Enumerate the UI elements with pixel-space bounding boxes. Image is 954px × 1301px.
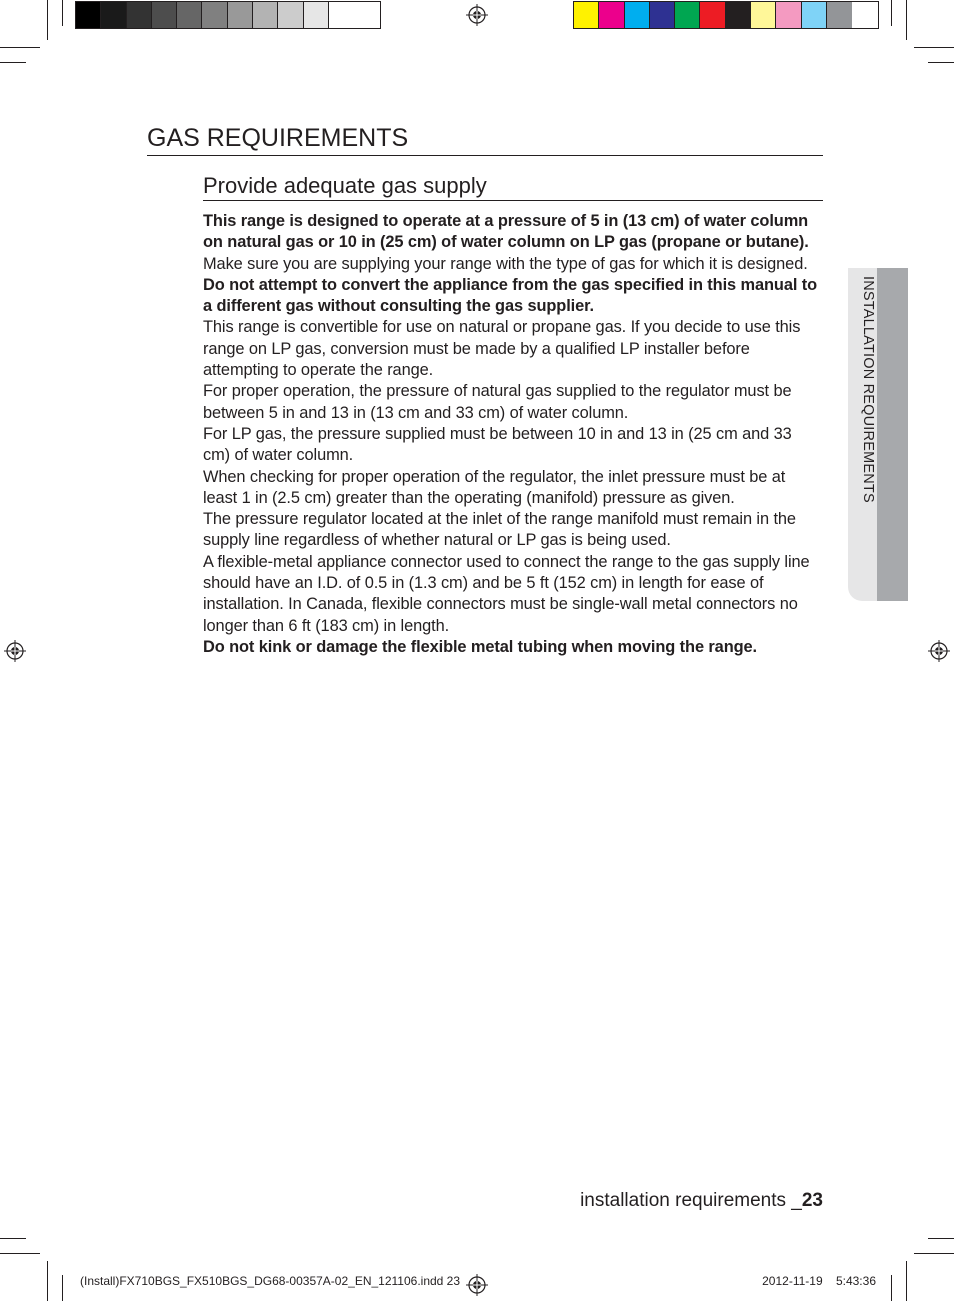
body-paragraph (203, 552, 823, 637)
page-number: 23 (801, 1190, 823, 1211)
body-paragraph (203, 317, 823, 381)
color-swatch (650, 2, 675, 28)
crop-mark (914, 47, 954, 48)
body-paragraph (203, 467, 823, 510)
registration-mark-icon (466, 1274, 488, 1296)
crop-mark (891, 1275, 892, 1301)
gray-swatch (152, 2, 177, 28)
grayscale-color-bar (75, 1, 381, 29)
color-swatch (599, 2, 624, 28)
crop-mark (62, 0, 63, 26)
footer-page-label (580, 1190, 823, 1212)
gray-swatch (278, 2, 303, 28)
text-run: When checking for proper operation of the regulator, the inlet pressure must be at least 1 in (2.5 cm) greater than the operating (manifold) pressure as given. (203, 467, 786, 507)
color-swatch (675, 2, 700, 28)
crop-mark (0, 1238, 26, 1239)
text-run: Make sure you are supplying your range with the type of gas for which it is designed. (203, 254, 808, 273)
footer-section-name: installation requirements _ (580, 1190, 802, 1211)
registration-mark-icon (466, 4, 488, 26)
crop-mark (906, 1261, 907, 1301)
body-paragraph (203, 509, 823, 552)
bold-text-run: Do not attempt to convert the appliance from the gas specified in this manual to a different gas without consulting the gas supplier. (203, 275, 818, 316)
color-swatch (802, 2, 827, 28)
gray-swatch (202, 2, 227, 28)
gray-swatch (253, 2, 278, 28)
gray-swatch (329, 2, 354, 28)
bold-text-run: Do not kink or damage the flexible metal tubing when moving the range. (203, 637, 757, 656)
body-paragraph (203, 637, 823, 658)
body-paragraph (203, 211, 823, 254)
crop-mark (0, 1253, 40, 1254)
registration-mark-icon (4, 640, 26, 662)
text-run: This range is convertible for use on natural or propane gas. If you decide to use this range on LP gas, conversion must be made by a qualified LP installer before attempting to operate the range. (203, 318, 801, 380)
color-swatch (574, 2, 599, 28)
crop-mark (62, 1275, 63, 1301)
print-slug-file: (Install)FX710BGS_FX510BGS_DG68-00357A-02_EN_121106.indd 23 (80, 1274, 461, 1288)
body-text (203, 211, 823, 658)
color-swatch (827, 2, 852, 28)
text-run: For LP gas, the pressure supplied must be between 10 in and 13 in (25 cm and 33 cm) of water column. (203, 424, 792, 465)
page-title: GAS REQUIREMENTS (147, 122, 823, 156)
registration-mark-icon (928, 640, 950, 662)
crop-mark (914, 1253, 954, 1254)
crop-mark (0, 62, 26, 63)
gray-swatch (127, 2, 152, 28)
print-slug-date: 2012-11-19 5:43:36 (762, 1274, 876, 1288)
text-run: A flexible-metal appliance connector used to connect the range to the gas supply line should have an I.D. of 0.5 in (1.3 cm) and be 5 ft (152 cm) in length for ease of installation. In Canada, flexible connectors must be single-wall metal connectors no longer than 6 ft (183 cm) in length. (203, 552, 810, 635)
process-color-bar (573, 1, 879, 29)
crop-mark (928, 62, 954, 63)
crop-mark (47, 1261, 48, 1301)
crop-mark (906, 0, 907, 40)
color-swatch (700, 2, 725, 28)
crop-mark (47, 0, 48, 40)
side-tab-label: INSTALLATION REQUIREMENTS (860, 276, 876, 503)
gray-swatch (228, 2, 253, 28)
bold-text-run: This range is designed to operate at a pressure of 5 in (13 cm) of water column on natural gas or 10 in (25 cm) of water column on LP gas (propane or butane). (203, 212, 809, 252)
color-swatch (776, 2, 801, 28)
body-paragraph (203, 424, 823, 467)
gray-swatch (101, 2, 126, 28)
crop-mark (0, 47, 40, 48)
body-paragraph (203, 254, 823, 318)
section-title: Provide adequate gas supply (203, 171, 823, 201)
color-swatch (751, 2, 776, 28)
gray-swatch (177, 2, 202, 28)
side-tab-accent (877, 268, 908, 601)
gray-swatch (304, 2, 329, 28)
color-swatch (625, 2, 650, 28)
text-run: For proper operation, the pressure of natural gas supplied to the regulator must be between 5 in and 13 in (13 cm and 33 cm) of water column. (203, 382, 792, 422)
body-paragraph (203, 381, 823, 424)
crop-mark (928, 1238, 954, 1239)
color-swatch (726, 2, 751, 28)
crop-mark (891, 0, 892, 26)
text-run: The pressure regulator located at the inlet of the range manifold must remain in the supply line regardless of whether natural or LP gas is being used. (203, 510, 796, 550)
gray-swatch (76, 2, 101, 28)
